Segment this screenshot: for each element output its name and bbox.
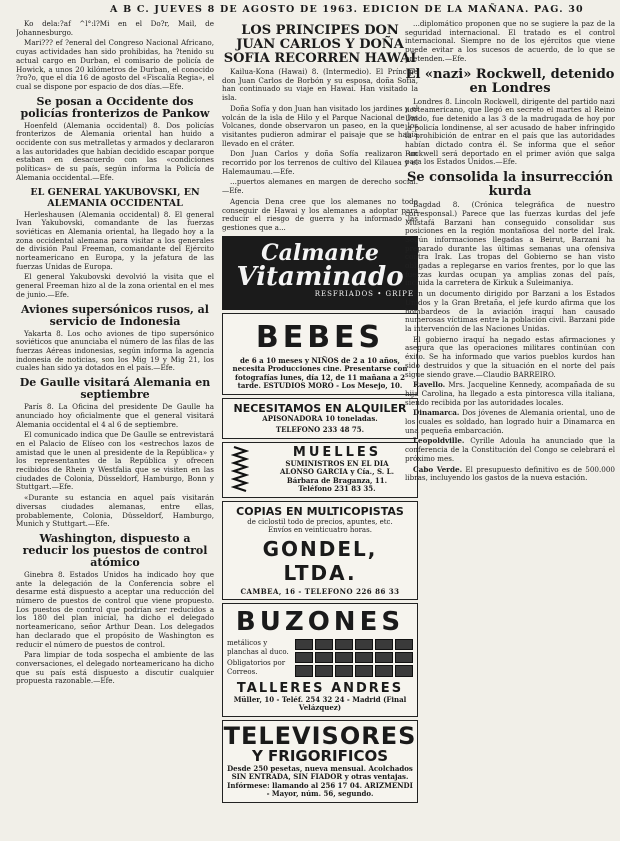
article-paragraph: Kailua-Kona (Hawai) 8. (Intermedio). El Príncipe don Juan Carlos de Borbón y su esposa, doña Sofía, han continuado su viaje en Hawai. Han visitado la isla. bbox=[222, 67, 418, 103]
spring-icon bbox=[223, 443, 257, 497]
article-paragraph: El general Yakubovski devolvió la visita que el general Freeman hizo al de la zona oriental en el mes de junio.—Efe. bbox=[16, 272, 214, 299]
ad-muelles-line4: Teléfono 231 83 35. bbox=[298, 484, 376, 494]
ad-bebes-title: BEBES bbox=[255, 319, 385, 355]
brief-item bbox=[405, 466, 615, 483]
brief-lead: Leopoldville. bbox=[413, 436, 465, 446]
article-title-kurda: Se consolida la insurrección kurda bbox=[406, 170, 614, 200]
ad-muelles-title: MUELLES bbox=[292, 444, 382, 460]
article-paragraph: Ginebra 8. Estados Unidos ha indicado hoy que ante la delegación de la Conferencia sobre el desarme está dispuesto a aceptar una reducción del número de puestos de control que viene propuesto. Los puestos de control que podrían ser reducidos a los 180 del plan inicial, ha dicho el delegado norteamericano, señor Arthur Dean. Los delegados han declarado que el propósito de Washington es reducir el número de puestos de control. bbox=[16, 569, 214, 649]
ad-calmante-vitaminado bbox=[222, 236, 418, 310]
brief-item bbox=[405, 437, 615, 463]
article-paragraph: Don Juan Carlos y doña Sofía realizaron un recorrido por los terrenos de cultivo del Kilauea y el Halemaumau.—Efe. bbox=[222, 149, 418, 176]
brief-text: El presupuesto definitivo es de 500.000 libras, incluyendo los gastos de la nueva estación. bbox=[405, 464, 615, 483]
article-title-washington: Washington, dispuesto a reducir los puestos de control atómico bbox=[22, 531, 208, 569]
article-title-rockwell: El «nazi» Rockwell, detenido en Londres bbox=[405, 66, 615, 96]
mailboxes-illustration bbox=[295, 639, 413, 677]
ad-necesitamos-line2: TELEFONO 233 48 75. bbox=[275, 425, 365, 435]
article-paragraph: París 8. La Oficina del presidente De Gaulle ha anunciado hoy oficialmente que el general visitará Alemania occidental el 4 al 6 de septiembre. bbox=[16, 402, 214, 429]
column-middle bbox=[222, 20, 418, 835]
article-title-yakubovski: EL GENERAL YAKUBOVSKI, EN ALEMANIA OCCIDENTAL bbox=[30, 186, 200, 209]
article-paragraph: Yakarta 8. Los ocho aviones de tipo supersónico soviéticos que anunciaba el número de las filas de las fuerzas Aéreas indonesias, según informa la agencia indonesia de noticias, son los Mig 19 y Mig 21, los cuales han sido ya dotados en el país.—Efe. bbox=[16, 328, 214, 373]
article-title-principes: LOS PRINCIPES DON JUAN CARLOS Y DOÑA SOFIA RECORREN HAWAI bbox=[223, 23, 417, 66]
intro-paragraph: ...diplomático proponen que no se sugiere la paz de la seguridad internacional. El tratado es el control internacional. Siempre no de los ejércitos que viene puede evitar a los sucesos de acuerdo, de lo que se pretenden.—Efe. bbox=[405, 20, 615, 63]
brief-text: Mrs. Jacqueline Kennedy, acompañada de su hija Carolina, ha llegado a esta pintoresca villa italiana, siendo recibida por las autoridades locales. bbox=[405, 380, 615, 407]
ad-copias-line2: Envíos en veinticuatro horas. bbox=[268, 526, 372, 535]
ad-buzones-side1: metálicos y planchas al duco. bbox=[227, 639, 289, 656]
ad-buzones bbox=[222, 603, 418, 717]
ad-tv-text: Desde 250 pesetas, nueva mensual. Acolchados SIN ENTRADA, SIN FIADOR y otras ventajas. Infórmese: llamando al 256 17 04. ARIZMENDI - Mayor, núm. 56, segundo. bbox=[227, 763, 413, 799]
ad-televisores bbox=[222, 720, 418, 803]
ad-necesitamos-line1: APISONADORA 10 toneladas. bbox=[262, 413, 378, 423]
brief-item bbox=[405, 409, 615, 435]
ad-copias-line1: de ciclostil todo de precios, apuntes, etc. bbox=[247, 517, 393, 526]
ad-buzones-title: BUZONES bbox=[235, 606, 405, 637]
article-paragraph: Herleshausen (Alemania occidental) 8. El general Ivan Yakubovski, comandante de las fuerzas soviéticas en Alemania oriental, ha llegado hoy a la zona occidental alemana para visitar a los generales de división Paul Freeman, comandante del Ejército norteamericano en Europa, y la jefatura de las fuerzas Unidas de Europa. bbox=[16, 209, 214, 271]
article-title-pankow: Se posan a Occidente dos policías fronterizos de Pankow bbox=[20, 94, 210, 120]
article-paragraph: ...puertos alemanes en margen de derecho social.—Efe. bbox=[222, 177, 418, 196]
article-paragraph: Doña Sofía y don Juan han visitado los jardines y el volcán de la isla de Hilo y el Parque Nacional de los Volcanes, donde observaron un paseo, en la que los visitantes pudieron admirar el paisaje que se había llevado en el cráter. bbox=[222, 103, 418, 148]
article-paragraph: En un documento dirigido por Barzani a los Estados Unidos y la Gran Bretaña, el jefe kurdo afirma que los bombardeos de la aviación iraquí han causado numerosas víctimas entre la población civil. Barzani pide la intervención de las Naciones Unidas. bbox=[405, 289, 615, 333]
article-paragraph: Para limpiar de toda sospecha el ambiente de las conversaciones, el delegado norteamericano ha dicho que su país está dispuesto a discutir cualquier propuesta razonable.—Efe. bbox=[16, 650, 214, 686]
article-title-indonesia: Aviones supersónicos rusos, al servicio de Indonesia bbox=[21, 302, 209, 328]
column-left bbox=[16, 20, 214, 835]
article-paragraph: Bagdad 8. (Crónica telegráfica de nuestro corresponsal.) Parece que las fuerzas kurdas del jefe Mustafá Barzani han conseguido consolidar sus posiciones en la región montañosa del norte del Irak. Según informaciones llegadas a Beirut, Barzani ha preparado durante las últimas semanas una ofensiva contra Irak. Las tropas del Gobierno se han visto obligadas a replegarse en varios frentes, por lo que las fuerzas kurdas ocupan ya amplias zonas del país, incluida la carretera de Kirkuk a Suleimaniya. bbox=[405, 200, 615, 288]
ad-muelles bbox=[222, 442, 418, 498]
ad-copias-brand: GONDEL, LTDA. bbox=[262, 536, 378, 585]
page-header: A B C. JUEVES 8 DE AGOSTO DE 1963. EDICION DE LA MAÑANA. PAG. 30 bbox=[110, 4, 584, 15]
brief-item bbox=[405, 381, 615, 407]
ad-muelles-line1: SUMINISTROS EN EL DIA bbox=[285, 458, 389, 468]
ad-calmante-line2: Vitaminado bbox=[236, 261, 404, 292]
ad-copias-title: COPIAS EN MULTICOPISTAS bbox=[236, 504, 404, 518]
ad-copias-address: CAMBEA, 16 - TELEFONO 226 86 33 bbox=[240, 586, 400, 596]
article-title-de-gaulle: De Gaulle visitará Alemania en septiembre bbox=[19, 376, 211, 402]
ad-buzones-address: Müller, 10 - Teléf. 254 32 24 - Madrid (Final Velázquez) bbox=[233, 694, 407, 713]
brief-text: Cyrille Adoula ha anunciado que la conferencia de la Constitución del Congo se celebrará el próximo mes. bbox=[405, 436, 615, 463]
intro-paragraph: Mari??? ef ?eneral del Congreso Nacional Africano, cuyas actividades han sido prohibidas, ha ?tenido su actual cargo en Durban, el comisario de policía de Howick, a unos 20 kilómetros de Durban, el conocido ?ro?o, que el día 16 de agosto del «Fiscalía Regia», el cual se dispone por espacio de dos días.—Efe. bbox=[16, 38, 214, 91]
ad-copias bbox=[222, 501, 418, 600]
ad-muelles-line2: ALONSO GARCIA y Cía., S. L. bbox=[280, 467, 394, 477]
ad-buzones-side2: Obligatorios por Correos. bbox=[227, 659, 286, 676]
ad-tv-line2: Y FRIGORIFICOS bbox=[251, 746, 389, 765]
ad-muelles-line3: Bárbara de Braganza, 11. bbox=[286, 475, 388, 485]
brief-text: Dos jóvenes de Alemania oriental, uno de los cuales es soldado, han logrado huir a Dinamarca en una pequeña embarcación. bbox=[405, 408, 615, 435]
article-paragraph: Agencia Dena cree que los alemanes no todo conseguir de Hawai y los alemanes a adoptar para reducir el riesgo de guerra y ha informado las gestiones que a... bbox=[222, 196, 418, 232]
article-paragraph: Londres 8. Lincoln Rockwell, dirigente del partido nazi norteamericano, que llegó en secreto el martes al Reino Unido, fue detenido a las 3 de la madrugada de hoy por la policía londinense, al ser acusado de haber infringido la prohibición de entrar en el país que las autoridades habían dictado contra él. Se informa que el señor Rockwell será deportado en el primer avión que salga para los Estados Unidos.—Efe. bbox=[405, 96, 615, 167]
ad-necesitamos-title: NECESITAMOS EN ALQUILER bbox=[233, 401, 407, 415]
brief-lead: Dinamarca. bbox=[413, 408, 460, 418]
ad-tv-line1: TELEVISORES bbox=[223, 721, 417, 750]
intro-paragraph: Ko dela:?af ^l°:l?Mi en el Do?r, Mail, de Johannesburgo. bbox=[16, 20, 214, 37]
article-paragraph: El gobierno iraquí ha negado estas afirmaciones y asegura que las operaciones militares continúan con éxito. Se ha informado que varios pueblos kurdos han sido destruidos y que la situación en el norte del país sigue siendo grave.—Claudio BARREIRO. bbox=[405, 334, 615, 379]
column-right bbox=[405, 20, 615, 835]
ad-bebes-text: de 6 a 10 meses y NIÑOS de 2 a 10 años, necesita Producciones cine. Presentarse con fotografías lunes, día 12, de 11 mañana a 2 tarde. ESTUDIOS MORO - Los Mesejo, 10. bbox=[232, 355, 408, 391]
article-paragraph: «Durante su estancia en aquel país visitarán diversas ciudades alemanas, entre ellas, probablemente, Colonia, Düsseldorf, Hamburgo, Munich y Stuttgart.—Efe. bbox=[16, 493, 214, 529]
article-paragraph: El comunicado indica que De Gaulle se entrevistará en el Palacio de Elíseo con los «estrechos lazos de amistad que le unen al presidente de la República» y los representantes de la República y ofrecen recibidos de Rhein y Westfalia que se visiten en las ciudades de Colonia, Düsseldorf, Hamburgo, Bonn y Stuttgart.—Efe. bbox=[16, 430, 214, 492]
article-paragraph: Hoenfeld (Alemania occidental) 8. Dos policías fronterizos de Alemania oriental han huido a occidente con sus metralletas y armados y declararon a las autoridades que habían decidido escapar porque estaban en desacuerdo con las «condiciones políticas» de su país, según informa la Policía de Alemania occidental.—Efe. bbox=[16, 120, 214, 182]
ad-calmante-line1: Calmante bbox=[261, 239, 379, 266]
brief-lead: Cabo Verde. bbox=[413, 464, 463, 474]
ad-necesitamos bbox=[222, 398, 418, 439]
ad-buzones-maker: TALLERES ANDRES bbox=[236, 680, 404, 696]
brief-lead: Ravello. bbox=[413, 380, 446, 390]
ad-bebes bbox=[222, 313, 418, 395]
ad-calmante-line3: RESFRIADOS • GRIPE bbox=[314, 289, 414, 298]
